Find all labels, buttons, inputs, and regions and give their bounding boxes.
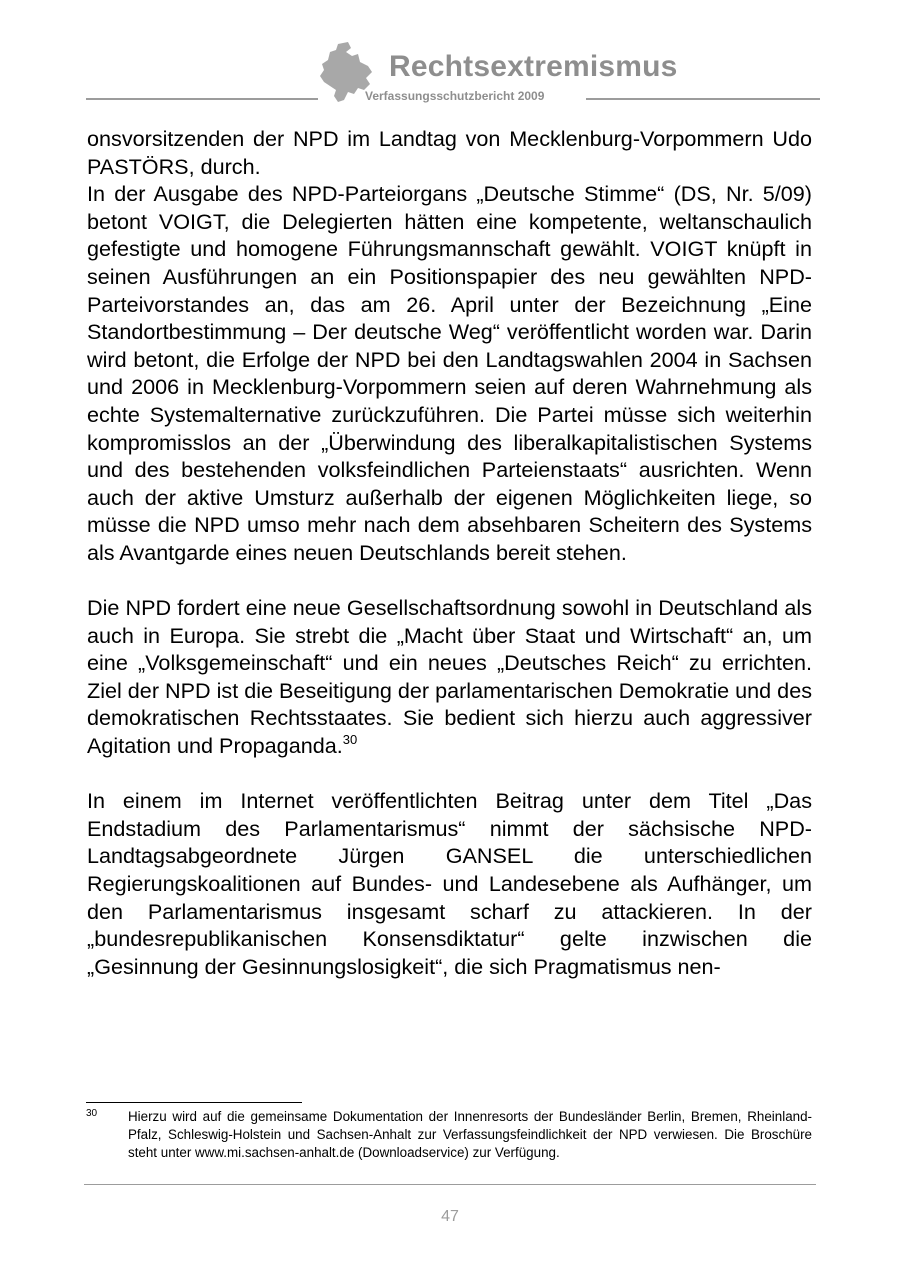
paragraph-text: Die NPD fordert eine neue Gesellschaftsordnung sowohl in Deutschland als auch in Europa. Sie strebt die „Macht über Staat und Wirtschaft“ an, um eine „Volksgemeinschaft“ und ein neues „Deutsches Reich“ zu errichten. Ziel der NPD ist die Beseitigung der parlamentarischen Demokratie und des demokratischen Rechtsstaates. Sie bedient sich hierzu auch aggressiver Agitation und Propaganda.	[87, 595, 812, 759]
header-rule-left	[86, 98, 318, 100]
paragraph: onsvorsitzenden der NPD im Landtag von Mecklenburg-Vorpommern Udo PASTÖRS, durch.	[87, 126, 812, 179]
page-header	[0, 0, 900, 110]
header-subtitle: Verfassungsschutzbericht 2009	[365, 89, 545, 103]
header-title: Rechtsextremismus	[389, 50, 678, 83]
footnote-number: 30	[86, 1108, 98, 1119]
footnote	[86, 1108, 812, 1162]
header-rule-right	[586, 98, 820, 100]
footer-rule	[84, 1184, 816, 1185]
footnote-reference[interactable]: 30	[342, 732, 358, 748]
paragraph: In einem im Internet veröffentlichten Beitrag unter dem Titel „Das Endstadium des Parlamentarismus“ nimmt der sächsische NPD-Landtagsabgeordnete Jürgen GANSEL die unterschiedlichen Regierungskoalitionen auf Bundes- und Landesebene als Aufhänger, um den Parlamentarismus insgesamt scharf zu attackieren. In der „bundesrepublikanischen Konsensdiktatur“ gelte inzwischen die „Gesinnung der Gesinnungslosigkeit“, die sich Pragmatismus nen-	[87, 788, 812, 979]
footnote-separator	[86, 1102, 302, 1103]
paragraph: In der Ausgabe des NPD-Parteiorgans „Deutsche Stimme“ (DS, Nr. 5/09) betont VOIGT, die Delegierten hätten eine kompetente, weltanschaulich gefestigte und homogene Führungsmannschaft gewählt. VOIGT knüpft in seinen Ausführungen an ein Positionspapier des neu gewählten NPD-Parteivorstandes an, das am 26. April unter der Bezeichnung „Eine Standortbestimmung – Der deutsche Weg“ veröffentlicht worden war. Darin wird betont, die Erfolge der NPD bei den Landtagswahlen 2004 in Sachsen und 2006 in Mecklenburg-Vorpommern seien auf deren Wahrnehmung als echte Systemalternative zurückzuführen. Die Partei müsse sich weiterhin kompromisslos an der „Überwindung des liberalkapitalistischen Systems und des bestehenden volksfeindlichen Parteienstaats“ ausrichten. Wenn auch der aktive Umsturz außerhalb der eigenen Möglichkeiten liege, so müsse die NPD umso mehr nach dem absehbaren Scheitern des Systems als Avantgarde eines neuen Deutschlands bereit stehen.	[87, 181, 812, 565]
footnote-text: Hierzu wird auf die gemeinsame Dokumentation der Innenresorts der Bundesländer Berlin, Bremen, Rheinland-Pfalz, Schleswig-Holstein und Sachsen-Anhalt zur Verfassungsfeindlichkeit der NPD verwiesen. Die Broschüre steht unter www.mi.sachsen-anhalt.de (Downloadservice) zur Verfügung.	[128, 1109, 812, 1160]
body-text	[87, 125, 812, 980]
page-number: 47	[441, 1208, 459, 1225]
paragraph-with-footnote	[87, 594, 812, 760]
